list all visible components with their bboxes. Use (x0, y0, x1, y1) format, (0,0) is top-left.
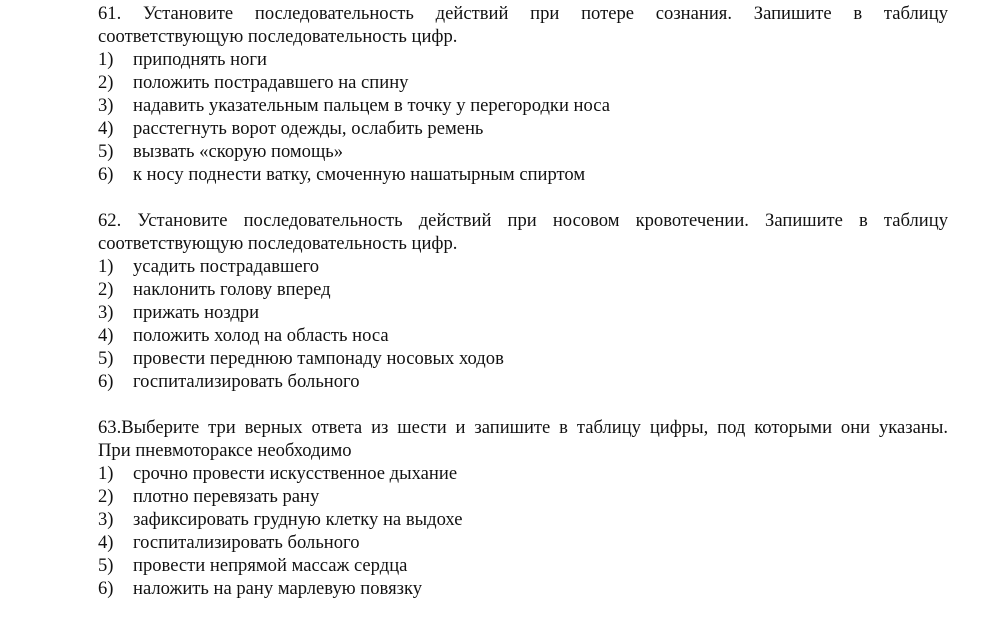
answer-option (98, 278, 948, 301)
answer-option (98, 163, 948, 186)
option-text: положить пострадавшего на спину (133, 72, 409, 93)
option-number: 6) (98, 371, 114, 392)
question-stem: 61. Установите последовательность действий при потере сознания. Запишите в таблицу (98, 3, 948, 24)
answer-options (98, 255, 948, 393)
option-text: приподнять ноги (133, 49, 267, 70)
question-stem-continuation: соответствующую последовательность цифр. (98, 26, 458, 47)
answer-option (98, 347, 948, 370)
option-number: 3) (98, 509, 114, 530)
option-number: 4) (98, 325, 114, 346)
answer-option (98, 301, 948, 324)
option-number: 2) (98, 72, 114, 93)
option-text: к носу поднести ватку, смоченную нашатырным спиртом (133, 164, 586, 185)
option-text: госпитализировать больного (133, 371, 360, 392)
answer-option (98, 577, 948, 600)
option-number: 5) (98, 348, 114, 369)
question-61 (98, 2, 948, 186)
answer-option (98, 255, 948, 278)
option-number: 1) (98, 256, 114, 277)
answer-option (98, 324, 948, 347)
question-stem-continuation: соответствующую последовательность цифр. (98, 233, 458, 254)
option-text: усадить пострадавшего (133, 256, 320, 277)
question-63 (98, 416, 948, 600)
question-62 (98, 209, 948, 393)
answer-option (98, 531, 948, 554)
document-page (98, 2, 948, 600)
option-text: надавить указательным пальцем в точку у перегородки носа (133, 95, 610, 116)
answer-options (98, 462, 948, 600)
option-text: расстегнуть ворот одежды, ослабить ремень (133, 118, 484, 139)
option-number: 6) (98, 164, 114, 185)
option-text: провести переднюю тампонаду носовых ходов (133, 348, 504, 369)
answer-option (98, 462, 948, 485)
answer-option (98, 48, 948, 71)
option-text: вызвать «скорую помощь» (133, 141, 344, 162)
answer-option (98, 71, 948, 94)
paragraph-gap (98, 186, 948, 209)
answer-option (98, 554, 948, 577)
option-text: наклонить голову вперед (133, 279, 331, 300)
option-text: наложить на рану марлевую повязку (133, 578, 423, 599)
question-stem-continuation: При пневмотораксе необходимо (98, 440, 352, 461)
answer-option (98, 140, 948, 163)
option-number: 1) (98, 49, 114, 70)
option-text: госпитализировать больного (133, 532, 360, 553)
option-text: провести непрямой массаж сердца (133, 555, 408, 576)
option-text: плотно перевязать рану (133, 486, 320, 507)
answer-option (98, 370, 948, 393)
option-text: прижать ноздри (133, 302, 260, 323)
answer-option (98, 485, 948, 508)
option-number: 4) (98, 532, 114, 553)
option-number: 1) (98, 463, 114, 484)
option-number: 2) (98, 279, 114, 300)
option-number: 5) (98, 141, 114, 162)
option-number: 3) (98, 302, 114, 323)
option-number: 6) (98, 578, 114, 599)
answer-options (98, 48, 948, 186)
option-number: 2) (98, 486, 114, 507)
question-stem: 62. Установите последовательность действий при носовом кровотечении. Запишите в таблицу (98, 210, 948, 231)
option-number: 3) (98, 95, 114, 116)
option-number: 5) (98, 555, 114, 576)
answer-option (98, 94, 948, 117)
answer-option (98, 117, 948, 140)
option-number: 4) (98, 118, 114, 139)
option-text: положить холод на область носа (133, 325, 389, 346)
answer-option (98, 508, 948, 531)
paragraph-gap (98, 393, 948, 416)
question-stem: 63.Выберите три верных ответа из шести и запишите в таблицу цифры, под которыми они указаны. (98, 417, 948, 438)
option-text: срочно провести искусственное дыхание (133, 463, 458, 484)
option-text: зафиксировать грудную клетку на выдохе (133, 509, 463, 530)
